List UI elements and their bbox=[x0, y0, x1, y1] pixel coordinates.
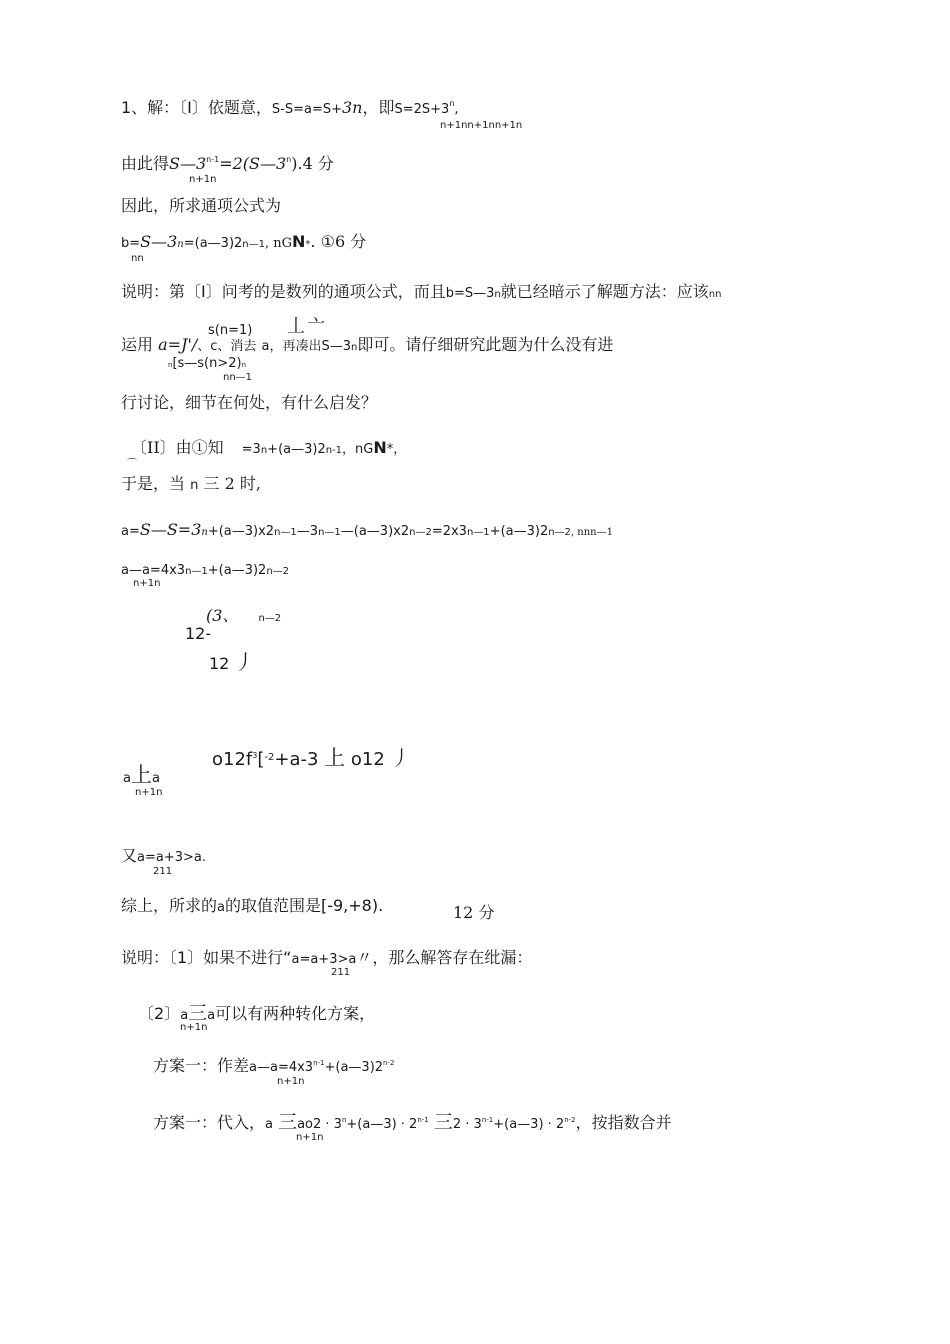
glyph: 亠 bbox=[307, 316, 325, 337]
line-14 bbox=[121, 898, 383, 914]
superscript: n bbox=[260, 445, 268, 456]
subscript: nn bbox=[708, 289, 722, 300]
line-6 bbox=[121, 337, 613, 353]
formula: N bbox=[373, 438, 387, 457]
text: 就已经暗示了解题方法：应该 bbox=[500, 282, 709, 301]
formula: a bbox=[207, 1008, 216, 1023]
formula: S=2S+3 bbox=[394, 102, 450, 117]
formula: *， bbox=[386, 442, 407, 457]
subscript-row: n+1n bbox=[277, 1076, 305, 1087]
formula: 12- bbox=[185, 624, 212, 643]
text: 的取值范围是[-9,+8). bbox=[224, 896, 384, 915]
superscript: n bbox=[341, 1116, 347, 1124]
cases-top: s(n=1) bbox=[208, 323, 253, 338]
formula: 12 bbox=[209, 654, 230, 673]
line-1 bbox=[121, 100, 459, 116]
formula: a=a+3>a. bbox=[137, 850, 206, 865]
glyph: 丿 bbox=[234, 650, 255, 674]
superscript: n-1 bbox=[313, 1059, 325, 1067]
formula: o12f bbox=[212, 749, 253, 770]
text: 运用 bbox=[121, 335, 154, 354]
superscript: 3 bbox=[252, 751, 258, 760]
formula: a bbox=[180, 1008, 189, 1023]
superscript: n—2 bbox=[258, 613, 282, 624]
superscript: n—1 bbox=[242, 239, 265, 250]
text: 说明：第〔I〕问考的是数列的通项公式，而且 bbox=[121, 282, 446, 301]
text: ，即 bbox=[362, 98, 395, 117]
formula: a= bbox=[121, 524, 140, 539]
superscript: * bbox=[305, 239, 311, 250]
formula: S—3 bbox=[140, 232, 178, 251]
glyph: 上 bbox=[130, 763, 152, 787]
subscript-row: n+1nn+1nn+1n bbox=[440, 120, 523, 131]
text: 可以有两种转化方案， bbox=[215, 1004, 376, 1023]
text: 2 时, bbox=[224, 474, 261, 493]
superscript: n—1 bbox=[274, 527, 297, 538]
formula: +(a—3)2 bbox=[324, 1060, 384, 1075]
formula: S-S=a=S+ bbox=[271, 102, 342, 117]
subscript-row: n+1n bbox=[296, 1132, 324, 1143]
formula: a，再凑出 bbox=[261, 339, 322, 354]
superscript: n bbox=[201, 527, 208, 538]
text: 方案一：作差 bbox=[153, 1056, 250, 1075]
formula: a—a=4x3 bbox=[249, 1060, 314, 1075]
superscript: n-1 bbox=[325, 445, 343, 456]
text: ，按指数合并 bbox=[575, 1113, 672, 1132]
glyph: 三 bbox=[278, 1111, 298, 1133]
formula: +(a—3)2 bbox=[207, 563, 267, 578]
superscript: n-2 bbox=[383, 1059, 395, 1067]
text: 〃，那么解答存在纰漏： bbox=[356, 948, 533, 967]
superscript: n-2 bbox=[564, 1116, 576, 1124]
formula: (3、 bbox=[206, 606, 239, 625]
subscript: n bbox=[351, 342, 358, 353]
text: 由此得 bbox=[121, 154, 170, 173]
superscript: n bbox=[241, 361, 247, 369]
superscript: n—1 bbox=[466, 527, 490, 538]
subscript-row: nn bbox=[131, 253, 144, 264]
text: 于是，当 bbox=[121, 474, 186, 493]
formula: a bbox=[123, 771, 131, 786]
glyph: 三 bbox=[188, 1002, 208, 1024]
superscript: n-1 bbox=[417, 1116, 429, 1124]
formula: b=S—3 bbox=[445, 286, 495, 301]
glyph: 上 bbox=[324, 746, 346, 770]
text: ).4 分 bbox=[291, 154, 334, 173]
text: . ①6 分 bbox=[310, 232, 367, 251]
formula: =(a—3)2 bbox=[183, 236, 243, 251]
formula: +(a—3)2 bbox=[489, 524, 549, 539]
line-13 bbox=[121, 848, 206, 864]
text: 〔2〕 bbox=[138, 1004, 181, 1023]
formula: a=a+3>a bbox=[291, 952, 357, 967]
subscript-row: 211 bbox=[153, 866, 173, 877]
formula: a bbox=[265, 1117, 273, 1132]
subscript: n bbox=[177, 239, 184, 250]
formula: =2( bbox=[219, 154, 250, 173]
formula: S—3 bbox=[321, 339, 352, 354]
formula: a bbox=[217, 900, 225, 915]
formula: +(a—3) · 2 bbox=[493, 1117, 565, 1132]
formula: N bbox=[292, 232, 306, 251]
formula: S—3 bbox=[169, 154, 207, 173]
formula: a bbox=[151, 771, 160, 786]
subscript: n bbox=[168, 361, 173, 369]
text: 方案一：代入， bbox=[153, 1113, 266, 1132]
line-7: 行讨论，细节在何处，有什么启发？ bbox=[121, 393, 378, 412]
formula: —3 bbox=[296, 524, 319, 539]
line-11 bbox=[121, 561, 289, 577]
superscript: n-1 bbox=[481, 1116, 494, 1124]
line-8 bbox=[131, 440, 406, 456]
formula: 3n bbox=[342, 98, 363, 117]
line-12-left bbox=[123, 765, 160, 786]
formula: =3 bbox=[177, 520, 202, 539]
formula: 三 bbox=[203, 474, 220, 493]
formula: o12 bbox=[350, 749, 385, 770]
superscript: n—2 bbox=[409, 527, 432, 538]
formula: b= bbox=[121, 236, 141, 251]
formula: a—a=4x3 bbox=[121, 563, 186, 578]
formula bbox=[209, 652, 254, 672]
subscript-row: n+1n bbox=[135, 787, 163, 798]
glyph: ⌒ bbox=[127, 459, 137, 470]
subscript-row: n+1n bbox=[133, 578, 161, 589]
line-3: 因此，所求通项公式为 bbox=[121, 196, 282, 215]
line-2 bbox=[121, 156, 334, 172]
text: 综上，所求的 bbox=[121, 896, 218, 915]
line-16 bbox=[138, 1004, 375, 1023]
line-18 bbox=[153, 1113, 672, 1132]
cases-bottom bbox=[168, 354, 246, 370]
glyph: 丄 bbox=[287, 316, 305, 337]
formula: —(a—3)x2 bbox=[340, 524, 410, 539]
superscript: -2 bbox=[264, 752, 275, 763]
formula: 2 · 3 bbox=[452, 1117, 482, 1132]
text: 又 bbox=[121, 846, 138, 865]
superscript: n bbox=[286, 155, 292, 164]
text: 即可。请仔细研究此题为什么没有进 bbox=[357, 335, 614, 354]
formula: +(a—3) · 2 bbox=[346, 1117, 418, 1132]
glyph: 丿 bbox=[390, 746, 411, 770]
formula: a=J'/ bbox=[158, 335, 198, 354]
text: 1、解：〔I〕依题意， bbox=[121, 98, 272, 117]
line-17 bbox=[153, 1058, 394, 1074]
glyph: 三 bbox=[433, 1111, 453, 1133]
line-15 bbox=[121, 950, 532, 966]
line-9 bbox=[121, 476, 261, 492]
formula: +a-3 bbox=[274, 749, 319, 770]
subscript: , nnn—1 bbox=[570, 527, 613, 538]
formula: +(a—3)2 bbox=[267, 442, 326, 457]
subscript: n bbox=[494, 289, 501, 300]
formula: , nG bbox=[265, 236, 293, 251]
superscript: n bbox=[449, 99, 455, 108]
formula: ao2 · 3 bbox=[297, 1117, 342, 1132]
line-12-right bbox=[212, 748, 411, 769]
subscript-row: nn—1 bbox=[223, 372, 253, 383]
formula: S—3 bbox=[249, 154, 287, 173]
line-5 bbox=[121, 284, 721, 300]
formula: +(a—3)x2 bbox=[207, 524, 275, 539]
subscript-row: 211 bbox=[331, 967, 351, 978]
line-10 bbox=[121, 522, 613, 538]
formula: [ bbox=[257, 749, 265, 770]
formula: S—S bbox=[139, 520, 178, 539]
superscript: n—2 bbox=[548, 527, 571, 538]
formula: [s—s(n>2) bbox=[172, 356, 242, 371]
superscript: n-1 bbox=[206, 155, 220, 164]
subscript-row: n+1n bbox=[180, 1022, 208, 1033]
formula: =3 bbox=[241, 442, 261, 457]
formula: n bbox=[190, 478, 199, 493]
score: 12 分 bbox=[453, 903, 495, 922]
superscript: n—2 bbox=[266, 566, 290, 577]
text: 说明：〔1〕如果不进行“ bbox=[121, 948, 292, 967]
superscript: n—1 bbox=[318, 527, 341, 538]
formula: ，nG bbox=[342, 442, 374, 457]
text: , bbox=[454, 102, 459, 117]
fraction-fragment bbox=[206, 608, 281, 624]
superscript: n—1 bbox=[185, 566, 208, 577]
formula: 、c、消去 bbox=[197, 339, 257, 354]
subscript-row: n+1n bbox=[189, 174, 217, 185]
line-4 bbox=[121, 234, 366, 250]
text: 〔II〕由①知 bbox=[131, 438, 224, 457]
formula: =2x3 bbox=[431, 524, 467, 539]
